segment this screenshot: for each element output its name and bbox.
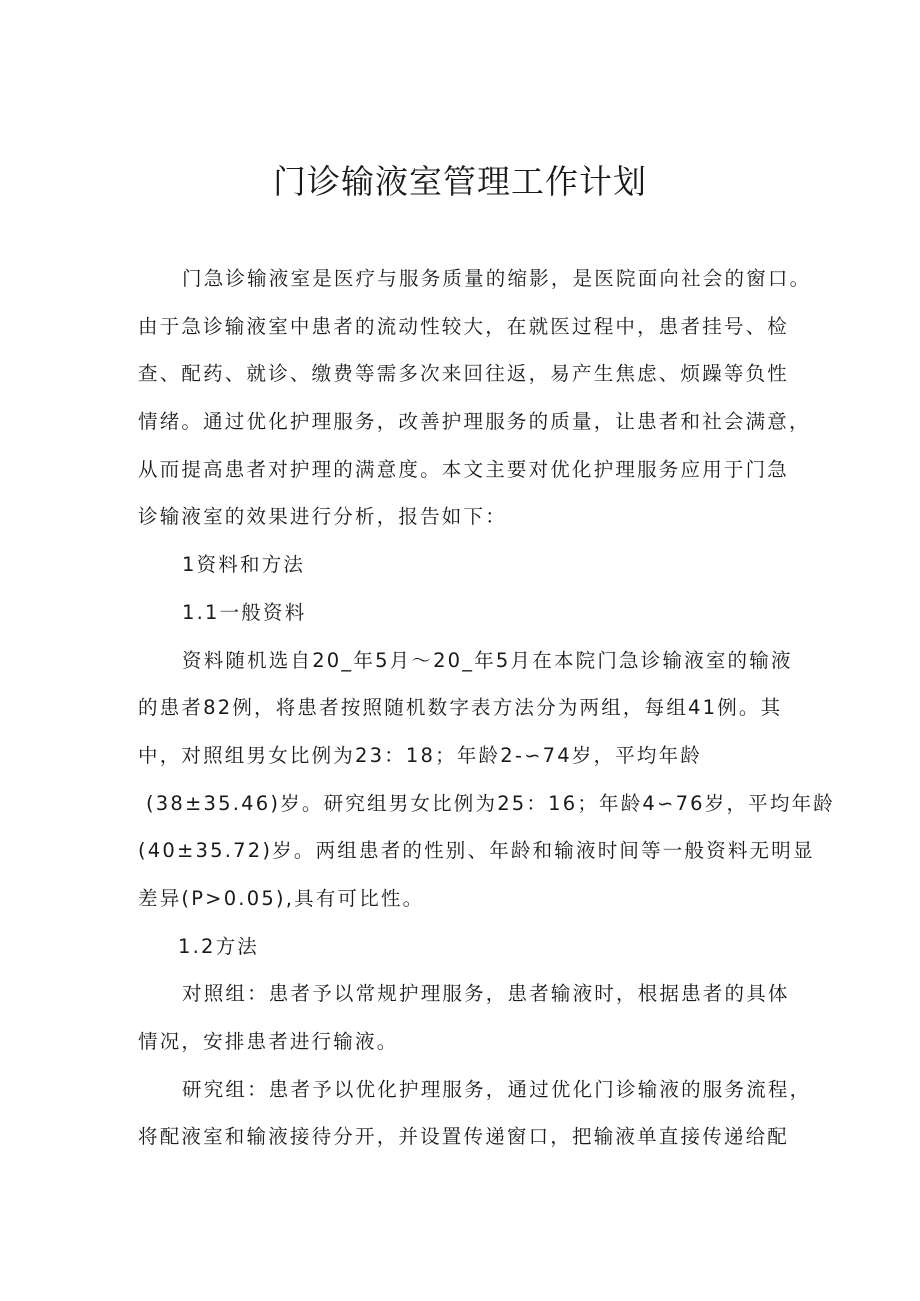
paragraph-line: 情况，安排患者进行输液。 (138, 1030, 399, 1053)
paragraph-line: 从而提高患者对护理的满意度。本文主要对优化护理服务应用于门急 (138, 457, 790, 481)
paragraph-line: (38±35.46)岁。研究组男女比例为25：16；年龄4∽76岁，平均年龄 (146, 791, 835, 815)
subsection-heading: 1.2方法 (178, 934, 260, 958)
paragraph-line: 研究组：患者予以优化护理服务，通过优化门诊输液的服务流程， (182, 1077, 812, 1101)
paragraph-line: 诊输液室的效果进行分析，报告如下： (138, 505, 507, 529)
document-body (138, 255, 835, 1161)
paragraph-line: 资料随机选自20_年5月～20_年5月在本院门急诊输液室的输液 (182, 648, 793, 672)
paragraph-line: 差异(P>0.05),具有可比性。 (138, 886, 425, 910)
paragraph-line: 将配液室和输液接待分开，并设置传递窗口，把输液单直接传递给配 (138, 1125, 790, 1149)
subsection-heading: 1.1一般资料 (182, 600, 307, 624)
document-title: 门诊输液室管理工作计划 (273, 162, 647, 201)
section-heading: 1资料和方法 (182, 553, 306, 577)
paragraph-line: (40±35.72)岁。两组患者的性别、年龄和输液时间等一般资料无明显 (138, 839, 815, 863)
paragraph-line: 情绪。通过优化护理服务，改善护理服务的质量，让患者和社会满意， (138, 410, 811, 434)
paragraph-line: 的患者82例，将患者按照随机数字表方法分为两组，每组41例。其 (138, 696, 783, 720)
paragraph-line: 门急诊输液室是医疗与服务质量的缩影，是医院面向社会的窗口。 (182, 267, 812, 290)
paragraph-line: 由于急诊输液室中患者的流动性较大，在就医过程中，患者挂号、检 (138, 314, 790, 338)
paragraph-line: 中，对照组男女比例为23：18；年龄2-∽74岁，平均年龄 (138, 743, 703, 767)
paragraph-line: 对照组：患者予以常规护理服务，患者输液时，根据患者的具体 (182, 982, 790, 1006)
paragraph-line: 查、配药、就诊、缴费等需多次来回往返，易产生焦虑、烦躁等负性 (138, 362, 790, 386)
